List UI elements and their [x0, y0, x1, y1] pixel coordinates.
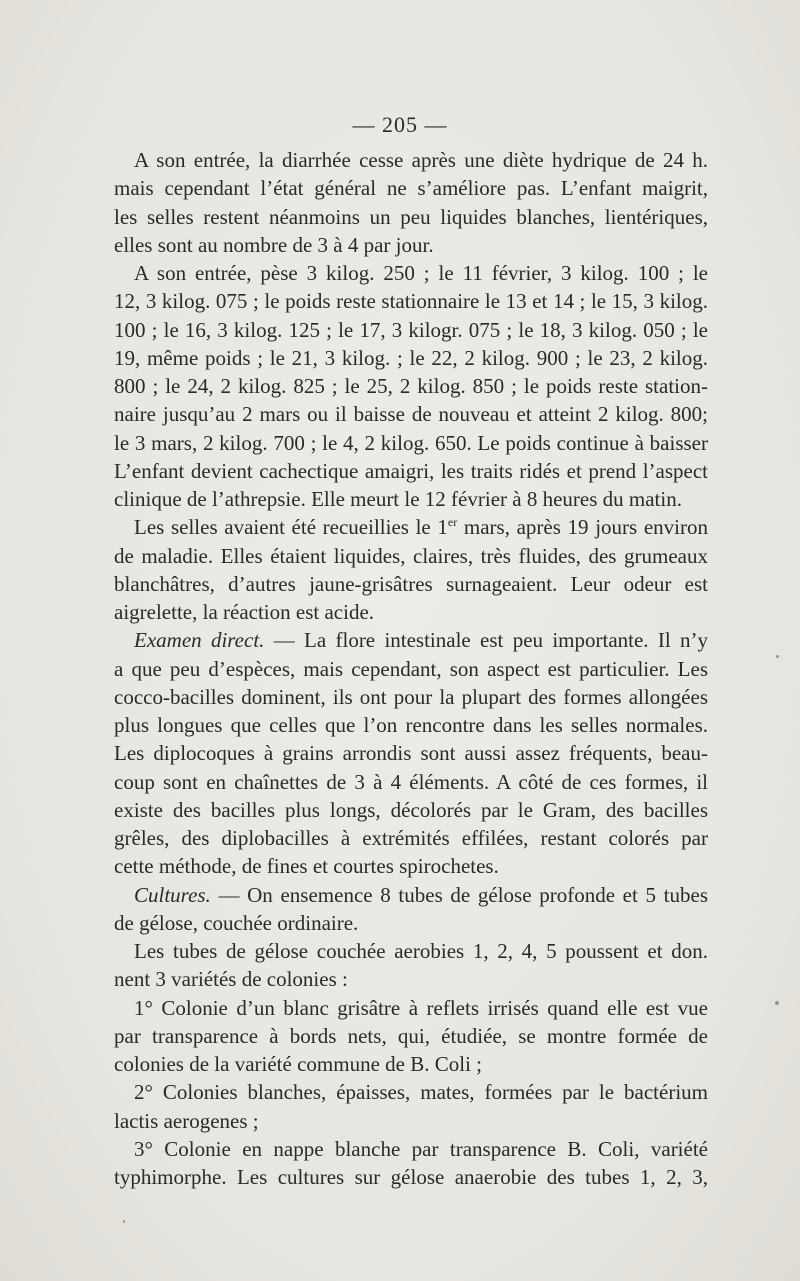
- text-line: [114, 570, 708, 598]
- text-line: [114, 739, 708, 767]
- line-text: typhimorphe. Les cultures sur gélose anaerobie des tubes 1, 2, 3,: [114, 1165, 708, 1189]
- text-line: [114, 655, 708, 683]
- text-line: [114, 231, 708, 259]
- text-line: [114, 259, 708, 287]
- page-number: — 205 —: [352, 112, 448, 137]
- paper-speck: [775, 1001, 779, 1005]
- line-text: a que peu d’espèces, mais cependant, son aspect est particulier. Les: [114, 656, 708, 681]
- line-text: 3° Colonie en nappe blanche par transparence B. Coli, variété: [134, 1136, 708, 1161]
- line-text: — On ensemence 8 tubes de gélose profonde et 5 tubes: [210, 882, 708, 907]
- text-line: [114, 1135, 708, 1163]
- line-text: de maladie. Elles étaient liquides, claires, très fluides, des grumeaux: [114, 543, 708, 568]
- line-text: blanchâtres, d’autres jaune-grisâtres surnageaient. Leur odeur est: [114, 571, 708, 596]
- line-text: 100 ; le 16, 3 kilog. 125 ; le 17, 3 kilogr. 075 ; le 18, 3 kilog. 050 ; le: [114, 317, 708, 342]
- text-line: [114, 457, 708, 485]
- section-heading: Cultures.: [134, 882, 211, 907]
- text-line: [114, 400, 708, 428]
- text-line: [114, 287, 708, 315]
- line-text: cocco-bacilles dominent, ils ont pour la plupart des formes allongées: [114, 684, 708, 709]
- text-line: [114, 1078, 708, 1106]
- line-text: existe des bacilles plus longs, décolorés par le Gram, des bacilles: [114, 797, 708, 822]
- superscript: er: [447, 515, 458, 530]
- text-line: [114, 146, 708, 174]
- text-line: [114, 1107, 708, 1135]
- line-text: le 3 mars, 2 kilog. 700 ; le 4, 2 kilog. 650. Le poids continue à baisser: [114, 430, 708, 455]
- line-text: Les selles avaient été recueillies le 1: [134, 515, 448, 540]
- text-line: [114, 994, 708, 1022]
- line-text: de gélose, couchée ordinaire.: [114, 910, 359, 935]
- line-text: colonies de la variété commune de B. Coli ;: [114, 1052, 482, 1076]
- line-text: clinique de l’athrepsie. Elle meurt le 12 février à 8 heures du matin.: [114, 487, 682, 511]
- text-line: [114, 1163, 708, 1191]
- line-text: L’enfant devient cachectique amaigri, les traits ridés et prend l’aspect: [114, 458, 708, 483]
- line-text: par transparence à bords nets, qui, étudiée, se montre formée de: [114, 1023, 708, 1048]
- text-line: [114, 683, 708, 711]
- line-text: nent 3 variétés de colonies :: [114, 967, 348, 992]
- text-line: [114, 542, 708, 570]
- text-line: [114, 711, 708, 739]
- text-line: [114, 824, 708, 852]
- line-text: lactis aerogenes ;: [114, 1108, 259, 1133]
- line-text: naire jusqu’au 2 mars ou il baisse de nouveau et atteint 2 kilog. 800;: [114, 402, 708, 427]
- text-line: [114, 965, 708, 993]
- line-text: 12, 3 kilog. 075 ; le poids reste stationnaire le 13 et 14 ; le 15, 3 kilog.: [114, 289, 708, 314]
- paper-speck: [123, 1220, 125, 1223]
- line-text: Les diplocoques à grains arrondis sont aussi assez fréquents, beau-: [114, 741, 708, 766]
- text-line: [114, 768, 708, 796]
- text-line: [114, 598, 708, 626]
- body-text: [114, 146, 708, 1191]
- text-line: [114, 344, 708, 372]
- text-line: [114, 203, 708, 231]
- line-text: grêles, des diplobacilles à extrémités effilées, restant colorés par: [114, 826, 708, 850]
- line-text: plus longues que celles que l’on rencontre dans les selles normales.: [114, 713, 708, 737]
- line-text: cette méthode, de fines et courtes spirochetes.: [114, 854, 499, 879]
- text-line: [114, 174, 708, 202]
- line-text: elles sont au nombre de 3 à 4 par jour.: [114, 232, 434, 257]
- section-heading: Examen direct.: [134, 628, 265, 653]
- text-line: [114, 852, 708, 880]
- text-line: [114, 485, 708, 513]
- text-line: [114, 1022, 708, 1050]
- paper-speck: [776, 655, 779, 658]
- line-text: 1° Colonie d’un blanc grisâtre à reflets irrisés quand elle est vue: [134, 995, 708, 1020]
- line-text: mars, après 19 jours environ: [457, 515, 708, 540]
- text-line: [114, 513, 708, 541]
- line-text: mais cependant l’état général ne s’améliore pas. L’enfant maigrit,: [114, 176, 708, 201]
- line-text: A son entrée, pèse 3 kilog. 250 ; le 11 février, 3 kilog. 100 ; le: [134, 261, 708, 285]
- line-text: 19, même poids ; le 21, 3 kilog. ; le 22, 2 kilog. 900 ; le 23, 2 kilog.: [114, 345, 708, 370]
- line-text: — La flore intestinale est peu importante. Il n’y: [264, 628, 708, 653]
- text-line: [114, 1050, 708, 1078]
- line-text: Les tubes de gélose couchée aerobies 1, 2, 4, 5 poussent et don.: [134, 939, 708, 963]
- text-line: [114, 429, 708, 457]
- text-line: [114, 909, 708, 937]
- text-line: [114, 372, 708, 400]
- text-line: [114, 316, 708, 344]
- text-line: [114, 881, 708, 909]
- line-text: coup sont en chaînettes de 3 à 4 éléments. A côté de ces formes, il: [114, 769, 708, 794]
- text-line: [114, 796, 708, 824]
- line-text: 2° Colonies blanches, épaisses, mates, formées par le bactérium: [134, 1080, 708, 1105]
- line-text: les selles restent néanmoins un peu liquides blanches, lientériques,: [114, 204, 708, 229]
- line-text: aigrelette, la réaction est acide.: [114, 600, 375, 624]
- line-text: A son entrée, la diarrhée cesse après une diète hydrique de 24 h.: [134, 148, 708, 172]
- text-line: [114, 937, 708, 965]
- text-line: [114, 626, 708, 654]
- line-text: 800 ; le 24, 2 kilog. 825 ; le 25, 2 kilog. 850 ; le poids reste station-: [114, 374, 708, 398]
